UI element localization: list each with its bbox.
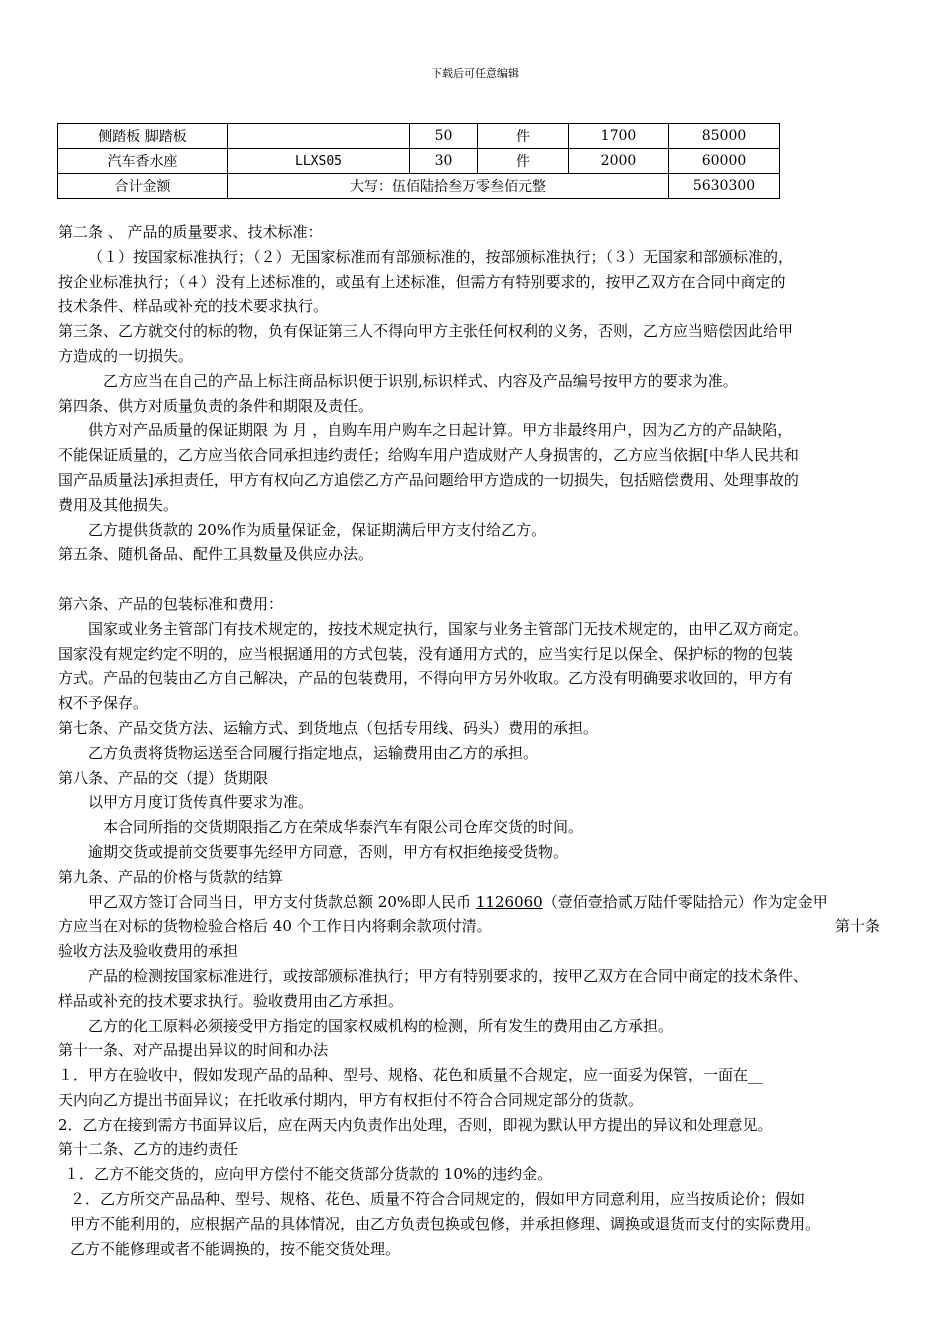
contract-body xyxy=(58,220,898,1261)
paragraph-line xyxy=(58,890,898,915)
table-cell-amount: 60000 xyxy=(669,149,780,174)
paragraph-line: 方造成的一切损失。 xyxy=(58,346,194,365)
total-amount-words: 大写：伍佰陆拾叁万零叁佰元整 xyxy=(228,174,669,199)
paragraph-line: 天内向乙方提出书面异议；在托收承付期内，甲方有权拒付不符合合同规定部分的货款。 xyxy=(58,1090,644,1109)
page-header-note: 下载后可任意编辑 xyxy=(431,67,519,80)
total-amount: 5630300 xyxy=(669,174,780,199)
clause-10-heading: 验收方法及验收费用的承担 xyxy=(58,942,239,961)
clause-6-heading: 第六条、产品的包装标准和费用： xyxy=(58,594,284,613)
table-cell-unit: 件 xyxy=(478,149,569,174)
paragraph-line: 逾期交货或提前交货要事先经甲方同意，否则，甲方有权拒绝接受货物。 xyxy=(88,842,569,861)
paragraph-line: 费用及其他损失。 xyxy=(58,495,179,514)
paragraph-line xyxy=(58,914,898,939)
clause-4-heading: 第四条、供方对质量负责的条件和期限及责任。 xyxy=(58,396,374,415)
table-cell-quantity: 50 xyxy=(410,124,478,149)
table-cell-product: 侧踏板 脚踏板 xyxy=(58,124,228,149)
table-cell-quantity: 30 xyxy=(410,149,478,174)
paragraph-line: 乙方负责将货物运送至合同履行指定地点，运输费用由乙方的承担。 xyxy=(88,743,539,762)
paragraph-line: 本合同所指的交货期限指乙方在荣成华泰汽车有限公司仓库交货的时间。 xyxy=(103,818,584,837)
table-row xyxy=(58,149,780,174)
clause-3-heading: 第三条、乙方就交付的标的物，负有保证第三人不得向甲方主张任何权利的义务，否则，乙方应当赔偿因此给甲 xyxy=(58,322,794,341)
clause-9-heading: 第九条、产品的价格与货款的结算 xyxy=(58,867,284,886)
clause-12-heading: 第十二条、乙方的违约责任 xyxy=(58,1140,239,1159)
table-cell-product: 汽车香水座 xyxy=(58,149,228,174)
table-cell-unit-price: 1700 xyxy=(569,124,669,149)
paragraph-line: 样品或补充的技术要求执行。验收费用由乙方承担。 xyxy=(58,991,404,1010)
paragraph-line: 技术条件、样品或补充的技术要求执行。 xyxy=(58,297,329,316)
table-cell-unit: 件 xyxy=(478,124,569,149)
clause-5-heading: 第五条、随机备品、配件工具数量及供应办法。 xyxy=(58,545,374,564)
paragraph-line: 方式。产品的包装由乙方自己解决，产品的包装费用，不得向甲方另外收取。乙方没有明确要求收回的，甲方有 xyxy=(58,669,794,688)
paragraph-line: （１）按国家标准执行；（２）无国家标准而有部颁标准的，按部颁标准执行；（３）无国家和部颁标准的， xyxy=(88,247,794,266)
total-label: 合计金额 xyxy=(58,174,228,199)
blank-line xyxy=(58,567,898,592)
payment-text: 甲乙双方签订合同当日，甲方支付货款总额 20%即人民币 xyxy=(88,892,476,911)
paragraph-line: 按企业标准执行；（４）没有上述标准的，或虽有上述标准，但需方有特别要求的，按甲乙双方在合同中商定的 xyxy=(58,272,786,291)
paragraph-line: 不能保证质量的，乙方应当依合同承担违约责任；给购车用户造成财产人身损害的，乙方应当依据[中华人民共和 xyxy=(58,446,799,465)
paragraph-line: １．甲方在验收中，假如发现产品的品种、型号、规格、花色和质量不合规定，应一面妥为保管，一面在__ xyxy=(58,1066,764,1085)
table-row xyxy=(58,124,780,149)
paragraph-line: 甲方不能利用的，应根据产品的具体情况，由乙方负责包换或包修，并承担修理、调换或退货而支付的实际费用。 xyxy=(70,1214,821,1233)
clause-8-heading: 第八条、产品的交（提）货期限 xyxy=(58,768,269,787)
payment-text-cont: （壹佰壹拾贰万陆仟零陆拾元）作为定金甲 xyxy=(542,892,828,911)
paragraph-line: 乙方提供货款的 20%作为质量保证金，保证期满后甲方支付给乙方。 xyxy=(88,520,547,539)
clause-7-heading: 第七条、产品交货方法、运输方式、到货地点（包括专用线、码头）费用的承担。 xyxy=(58,718,599,737)
clause-11-heading: 第十一条、对产品提出异议的时间和办法 xyxy=(58,1041,329,1060)
table-cell-amount: 85000 xyxy=(669,124,780,149)
paragraph-line: 供方对产品质量的保证期限 为 月 ，自购车用户购车之日起计算。甲方非最终用户，因为乙方的产品缺陷， xyxy=(88,421,793,440)
paragraph-line: １．乙方不能交货的，应向甲方偿付不能交货部分货款的 10%的违约金。 xyxy=(64,1165,553,1184)
goods-table xyxy=(57,123,780,199)
clause-10-label: 第十条 xyxy=(835,917,881,936)
payment-text-end: 方应当在对标的货物检验合格后 40 个工作日内将剩余款项付清。 xyxy=(58,917,492,936)
paragraph-line: 以甲方月度订货传真件要求为准。 xyxy=(88,793,314,812)
paragraph-line: 产品的检测按国家标准进行，或按部颁标准执行；甲方有特别要求的，按甲乙双方在合同中商定的技术条件、 xyxy=(88,966,809,985)
table-total-row xyxy=(58,174,780,199)
clause-2-heading: 第二条 、 产品的质量要求、技术标准： xyxy=(58,223,323,241)
table-cell-model xyxy=(228,124,410,149)
paragraph-line: 国家没有规定约定不明的，应当根据通用的方式包装，没有通用方式的，应当实行足以保全、保护标的物的包装 xyxy=(58,644,794,663)
paragraph-line: 乙方的化工原料必须接受甲方指定的国家权威机构的检测，所有发生的费用由乙方承担。 xyxy=(88,1016,674,1035)
paragraph-line: 2．乙方在接到需方书面异议后，应在两天内负责作出处理，否则，即视为默认甲方提出的异议和处理意见。 xyxy=(58,1115,773,1134)
paragraph-line: 乙方不能修理或者不能调换的，按不能交货处理。 xyxy=(70,1239,401,1258)
paragraph-line: 国家或业务主管部门有技术规定的，按技术规定执行，国家与业务主管部门无技术规定的，由甲乙双方商定。 xyxy=(88,619,809,638)
paragraph-line: 国产品质量法]承担责任，甲方有权向乙方追偿乙方产品问题给甲方造成的一切损失，包括赔偿费用、处理事故的 xyxy=(58,470,799,489)
deposit-amount: 1126060 xyxy=(475,892,543,911)
paragraph-line: 乙方应当在自己的产品上标注商品标识便于识别,标识样式、内容及产品编号按甲方的要求为准。 xyxy=(103,371,738,390)
paragraph-line: 权不予保存。 xyxy=(58,694,149,713)
table-cell-model: LLXS05 xyxy=(228,149,410,174)
table-cell-unit-price: 2000 xyxy=(569,149,669,174)
paragraph-line: ２．乙方所交产品品种、型号、规格、花色、质量不符合合同规定的，假如甲方同意利用，应当按质论价；假如 xyxy=(70,1190,806,1209)
